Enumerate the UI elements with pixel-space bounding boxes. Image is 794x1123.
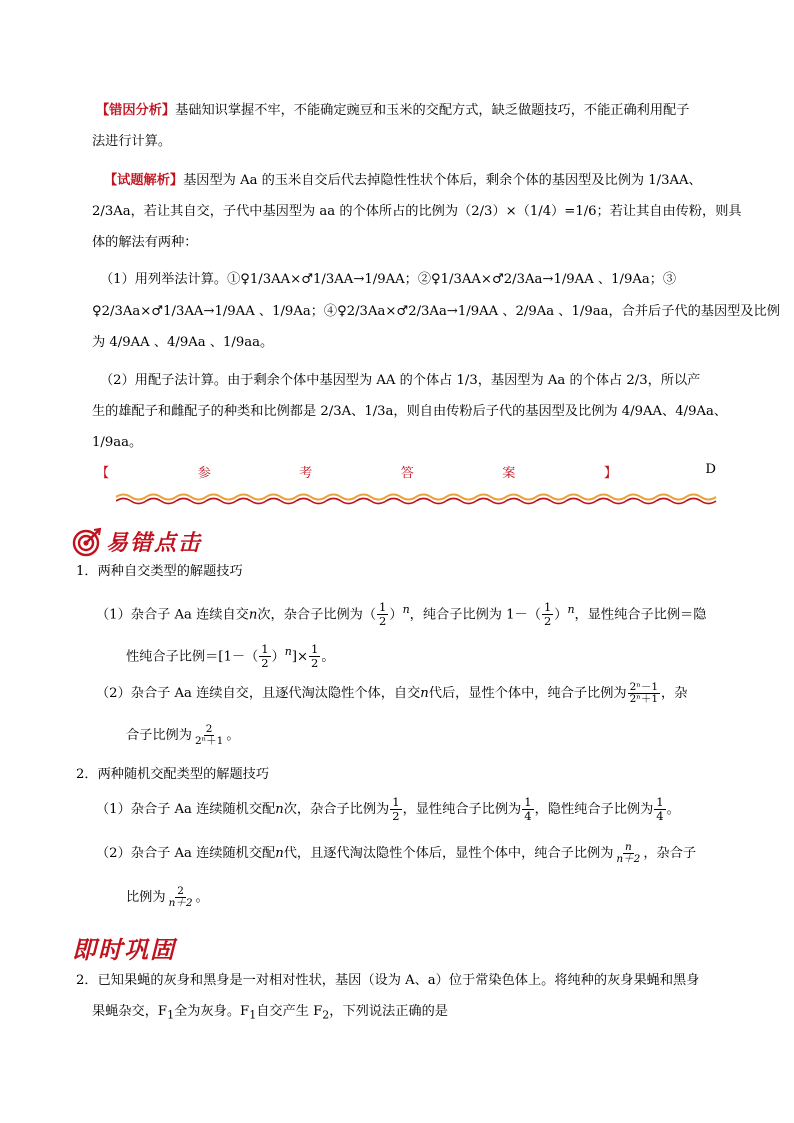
q-text-b: 全为灰身。F — [174, 1004, 250, 1019]
error-analysis-label: 【错因分析】 — [96, 103, 176, 118]
r1-n: n — [275, 802, 284, 817]
s2-text-b: 代后，显性个体中，纯合子比例为 — [428, 686, 627, 701]
fraction-half — [542, 601, 553, 628]
fraction-den: 2 — [392, 809, 400, 823]
fraction-num: 2ⁿ－1 — [629, 681, 659, 693]
answer-char-1: 参 — [197, 466, 211, 481]
fraction-den: 2 — [261, 656, 269, 671]
s2-text-c: ，杂 — [661, 686, 688, 701]
fraction-quarter — [522, 796, 533, 823]
fraction-den: 2ⁿ＋1 — [194, 735, 224, 747]
self-cross-item1-line1 — [96, 596, 706, 629]
q-sub-2: 1 — [249, 1008, 257, 1022]
s2-text-d: 合子比例为 — [126, 728, 192, 743]
s1-n: n — [248, 607, 258, 623]
random-mating-item1 — [96, 796, 680, 824]
method1-line3: 为 4/9AA 、4/9Aa 、1/9aa。 — [92, 335, 274, 350]
easy-error-header — [72, 526, 202, 557]
question-line2 — [92, 1003, 448, 1025]
self-cross-heading: 1．两种自交类型的解题技巧 — [76, 564, 243, 579]
fraction-heterozygous-random — [167, 886, 195, 909]
answer-value: D — [705, 462, 716, 477]
s2-text-a: （2）杂合子 Aa 连续自交，且逐代淘汰隐性个体，自交 — [96, 686, 421, 701]
fraction-half — [390, 796, 401, 823]
q-text-c: 自交产生 F — [256, 1004, 323, 1019]
r1-text-c: ，显性纯合子比例为 — [402, 802, 522, 817]
self-cross-item2-line2 — [126, 722, 240, 750]
s1-text-a: （1）杂合子 Aa 连续自交 — [96, 607, 249, 623]
q-text-d: ，下列说法正确的是 — [329, 1004, 448, 1019]
fraction-den: n＋2 — [168, 897, 193, 909]
method1-line1: （1）用列举法计算。①♀1/3AA×♂1/3AA→1/9AA；②♀1/3AA×♂2/3Aa→1/9AA 、1/9Aa；③ — [100, 272, 677, 287]
solution-label: 【试题解析】 — [104, 173, 184, 188]
answer-char-3: 答 — [400, 466, 414, 481]
fraction-num: 1 — [261, 642, 269, 657]
random-mating-item2-line1 — [96, 840, 696, 868]
s1-exp-n: n — [402, 603, 410, 616]
solution-line3: 体的解法有两种： — [92, 235, 198, 250]
method1-line2: ♀2/3Aa×♂1/3AA→1/9AA 、1/9Aa；④♀2/3Aa×♂2/3Aa→1/9AA 、2/9Aa 、1/9aa，合并后子代的基因型及比例 — [92, 304, 780, 319]
consolidate-title: 即时巩固 — [72, 936, 176, 964]
fraction-half — [259, 643, 270, 670]
random-mating-item2-line2 — [126, 884, 209, 912]
error-analysis-line2: 法进行计算。 — [92, 134, 172, 149]
r1-text-b: 次，杂合子比例为 — [283, 802, 390, 817]
r2-text-a: （2）杂合子 Aa 连续随机交配 — [96, 846, 276, 861]
solution-line2: 2/3Aa，若让其自交，子代中基因型为 aa 的个体所占的比例为（2/3）×（1/4）=1/6；若让其自由传粉，则具 — [92, 204, 742, 219]
question-line1: 2．已知果蝇的灰身和黑身是一对相对性状，基因（设为 A、a）位于常染色体上。将纯种的灰身果蝇和黑身 — [76, 973, 700, 988]
r1-text-a: （1）杂合子 Aa 连续随机交配 — [96, 802, 276, 817]
r1-text-e: 。 — [666, 802, 680, 817]
fraction-homozygous — [628, 682, 660, 705]
r2-text-e: 。 — [195, 890, 209, 905]
fraction-den: 4 — [524, 809, 532, 823]
fraction-den: 2 — [311, 656, 319, 671]
fraction-num: 1 — [311, 642, 319, 657]
random-mating-heading: 2．两种随机交配类型的解题技巧 — [76, 767, 270, 782]
q-text-a: 果蝇杂交，F — [92, 1004, 168, 1019]
s1-exp-n: n — [567, 603, 575, 616]
answer-bracket-close: 】 — [603, 466, 617, 481]
method2-line2: 生的雄配子和雌配子的种类和比例都是 2/3A、1/3a，则自由传粉后子代的基因型及比例为 4/9AA、4/9Aa、 — [92, 404, 728, 419]
method2-line3: 1/9aa。 — [92, 435, 143, 450]
answer-bracket-open: 【 — [96, 466, 110, 481]
fraction-homozygous-random — [614, 842, 642, 865]
r2-n: n — [275, 846, 284, 861]
s1-exp-n: n — [284, 645, 292, 658]
s1-text-h: ） — [271, 649, 285, 665]
s1-text-e: ） — [554, 607, 568, 623]
s2-n: n — [420, 686, 429, 701]
fraction-quarter — [654, 796, 665, 823]
wavy-divider — [116, 492, 722, 506]
solution-line1 — [104, 172, 702, 190]
error-analysis-text: 基础知识掌握不牢，不能确定豌豆和玉米的交配方式，缺乏做题技巧，不能正确利用配子 — [175, 103, 690, 118]
fraction-den: 2 — [379, 614, 387, 629]
fraction-den: 2ⁿ＋1 — [629, 693, 659, 705]
error-analysis-line1 — [96, 102, 689, 120]
method2-line1: （2）用配子法计算。由于剩余个体中基因型为 AA 的个体占 1/3，基因型为 Aa 的个体占 2/3，所以产 — [100, 373, 701, 388]
easy-error-title: 易错点击 — [106, 531, 203, 556]
fraction-half — [309, 643, 320, 670]
fraction-den: n＋2 — [616, 853, 641, 865]
s1-text-j: 。 — [321, 649, 335, 665]
fraction-den: 2 — [543, 614, 552, 629]
answer-char-2: 考 — [299, 466, 313, 481]
fraction-half — [377, 601, 388, 628]
fraction-num: 1 — [392, 795, 400, 809]
consolidate-header — [72, 930, 176, 965]
self-cross-item2-line1 — [96, 680, 687, 708]
fraction-num: 2 — [205, 723, 213, 735]
solution-text-1: 基因型为 Aa 的玉米自交后代去掉隐性性状个体后，剩余个体的基因型及比例为 1/3AA、 — [183, 173, 702, 188]
fraction-num: 1 — [524, 795, 532, 809]
target-icon — [72, 527, 102, 557]
r2-text-c: ，杂合子 — [643, 846, 697, 861]
q-sub-1: 1 — [167, 1008, 175, 1022]
fraction-num: 2 — [177, 885, 184, 897]
fraction-heterozygous — [193, 724, 225, 747]
s1-text-f: ，显性纯合子比例＝隐 — [574, 607, 707, 623]
s1-text-d: ，纯合子比例为 1－（ — [409, 607, 541, 623]
fraction-num: 1 — [656, 795, 664, 809]
s1-text-b: 次，杂合子比例为（ — [257, 607, 377, 623]
reference-answer-row — [96, 462, 716, 481]
r1-text-d: ，隐性纯合子比例为 — [534, 802, 654, 817]
answer-char-4: 案 — [502, 466, 516, 481]
s1-text-i: ]× — [291, 649, 309, 665]
s1-text-g: 性纯合子比例＝[1－（ — [126, 649, 259, 665]
fraction-num: 1 — [379, 600, 387, 615]
fraction-den: 4 — [656, 809, 664, 823]
fraction-num: n — [625, 841, 632, 853]
r2-text-d: 比例为 — [126, 890, 166, 905]
r2-text-b: 代，且逐代淘汰隐性个体后，显性个体中，纯合子比例为 — [283, 846, 614, 861]
s1-text-c: ） — [389, 607, 403, 623]
q-sub-3: 2 — [322, 1008, 330, 1022]
s2-text-e: 。 — [226, 728, 240, 743]
fraction-num: 1 — [543, 600, 552, 615]
self-cross-item1-line2 — [126, 638, 335, 671]
